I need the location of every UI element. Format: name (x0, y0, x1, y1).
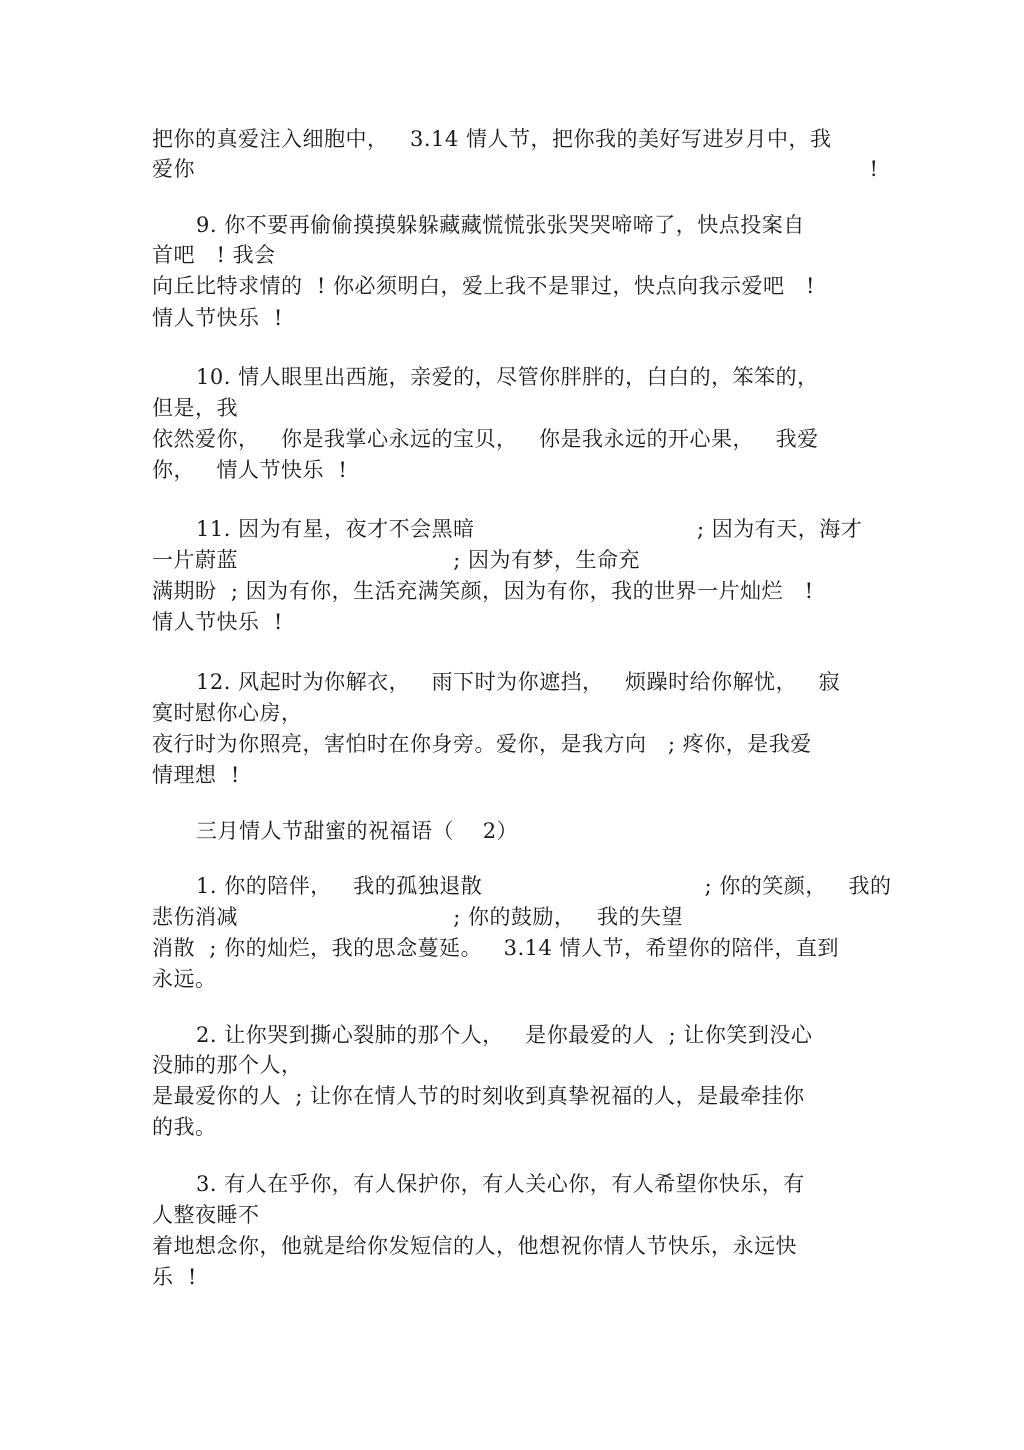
text-line: 永远。 (152, 967, 217, 991)
text-line: 3. 有人在乎你，有人保护你，有人关心你，有人希望你快乐，有 (196, 1172, 805, 1196)
text-line: 情人节快乐 ! (152, 306, 283, 330)
text-line: 10. 情人眼里出西施，亲爱的，尽管你胖胖的，白白的，笨笨的， (196, 365, 819, 389)
text-line: 满期盼 ; 因为有你，生活充满笑颜，因为有你，我的世界一片灿烂 ! (152, 579, 814, 603)
text-line: 的我。 (152, 1115, 217, 1139)
text-line: 一片蔚蓝 ; 因为有梦，生命充 (152, 548, 641, 572)
text-line: 悲伤消减 ; 你的鼓励， 我的失望 (152, 905, 684, 929)
text-line: 夜行时为你照亮，害怕时在你身旁。爱你，是我方向 ; 疼你，是我爱 (152, 732, 812, 756)
text-line: 没肺的那个人， (152, 1053, 303, 1077)
text-line: 2. 让你哭到撕心裂肺的那个人， 是你最爱的人 ; 让你笑到没心 (196, 1023, 813, 1047)
text-line: 情人节快乐 ! (152, 610, 283, 634)
text-line: 但是，我 (152, 396, 238, 420)
text-line: 是最爱你的人 ; 让你在情人节的时刻收到真挚祝福的人，是最牵挂你 (152, 1084, 805, 1108)
text-line: 首吧 ! 我会 (152, 243, 276, 267)
text-line: 着地想念你，他就是给你发短信的人，他想祝你情人节快乐，永远快 (152, 1234, 797, 1258)
text-line: 乐 ! (152, 1265, 197, 1289)
text-line: 12. 风起时为你解衣， 雨下时为你遮挡， 烦躁时给你解忧， 寂 (196, 670, 841, 694)
text-line: 人整夜睡不 (152, 1203, 260, 1227)
text-line: 9. 你不要再偷偷摸摸躲躲藏藏慌慌张张哭哭啼啼了，快点投案自 (196, 213, 805, 237)
section-heading: 三月情人节甜蜜的祝福语（ 2） (196, 819, 519, 843)
text-line: 你， 情人节快乐 ! (152, 458, 348, 482)
text-line: 爱你 ! (152, 157, 879, 181)
text-line: 向丘比特求情的 ! 你必须明白，爱上我不是罪过，快点向我示爱吧 ! (152, 274, 815, 298)
text-line: 消散 ; 你的灿烂，我的思念蔓延。 3.14 情人节，希望你的陪伴，直到 (152, 936, 840, 960)
text-line: 情理想 ! (152, 763, 240, 787)
text-line: 1. 你的陪伴， 我的孤独退散 ; 你的笑颜， 我的 (196, 874, 892, 898)
text-line: 寞时慰你心房， (152, 701, 303, 725)
text-line: 11. 因为有星，夜才不会黑暗 ; 因为有天，海才 (196, 517, 863, 541)
text-line: 把你的真爱注入细胞中， 3.14 情人节，把你我的美好写进岁月中，我 (152, 127, 832, 151)
text-line: 依然爱你， 你是我掌心永远的宝贝， 你是我永远的开心果， 我爱 (152, 427, 819, 451)
